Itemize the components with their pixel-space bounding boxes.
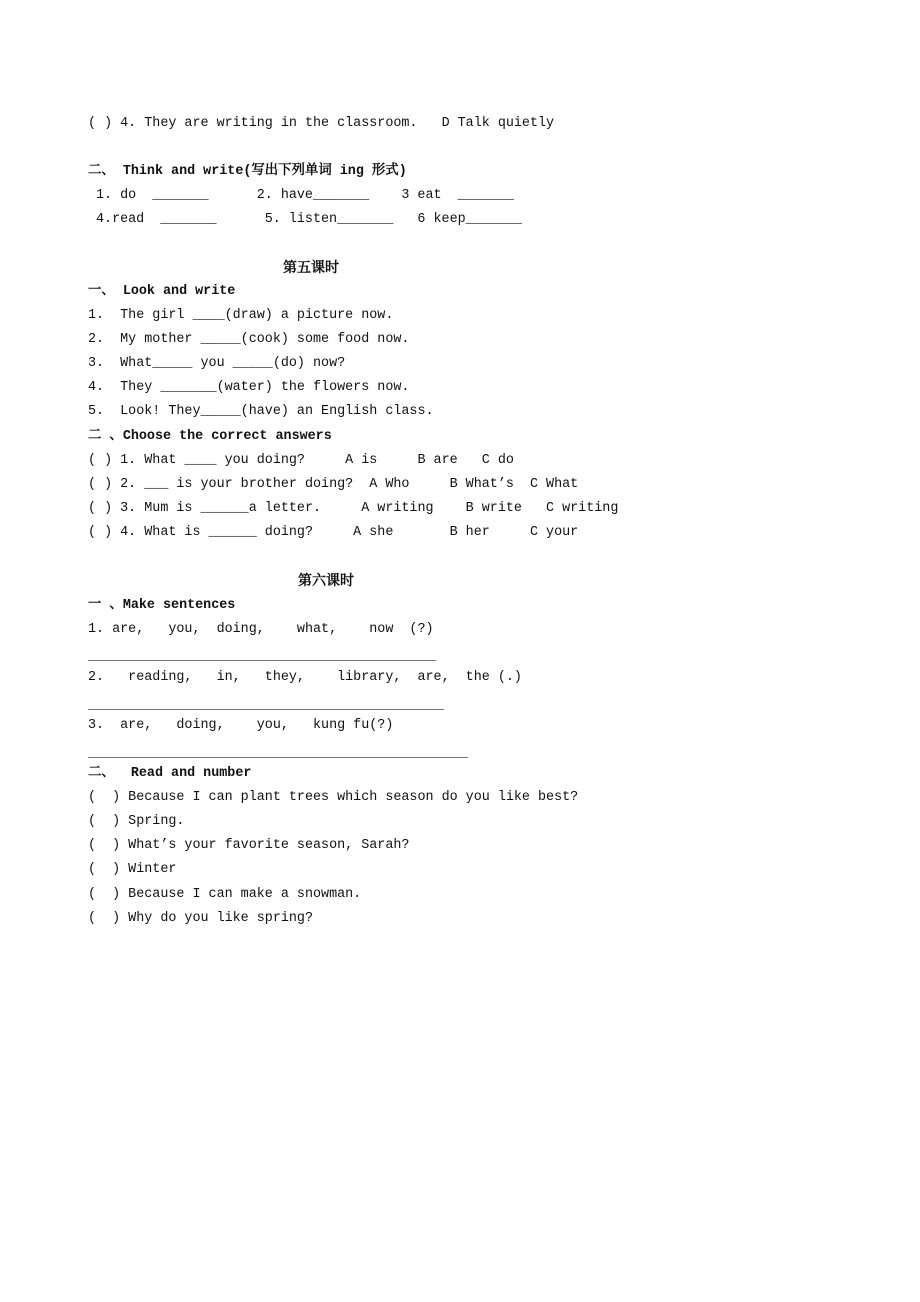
- make-item: 2. reading, in, they, library, are, the (.): [88, 670, 522, 685]
- read-item: ( ) Because I can plant trees which season do you like best?: [88, 790, 579, 805]
- look-item: 4. They _______(water) the flowers now.: [88, 380, 410, 395]
- choose-item: ( ) 3. Mum is ______a letter. A writing B write C writing: [88, 501, 619, 516]
- prev-question-4: ( ) 4. They are writing in the classroom. D Talk quietly: [88, 116, 555, 131]
- answer-line: [88, 757, 468, 758]
- look-item: 3. What_____ you _____(do) now?: [88, 356, 346, 371]
- think-row-2: 4.read _______ 5. listen_______ 6 keep_______: [96, 212, 522, 227]
- lesson5-title: 第五课时: [283, 260, 339, 276]
- answer-line: [88, 709, 444, 710]
- look-item: 1. The girl ____(draw) a picture now.: [88, 308, 394, 323]
- read-item: ( ) Why do you like spring?: [88, 911, 313, 926]
- read-item: ( ) Spring.: [88, 814, 185, 829]
- choose-heading: 二 、Choose the correct answers: [88, 429, 332, 444]
- read-item: ( ) Because I can make a snowman.: [88, 887, 362, 902]
- make-item: 3. are, doing, you, kung fu(?): [88, 718, 394, 733]
- think-heading: 二、 Think and write(写出下列单词 ing 形式): [88, 164, 407, 179]
- read-item: ( ) What’s your favorite season, Sarah?: [88, 838, 410, 853]
- read-heading: 二、 Read and number: [88, 766, 252, 781]
- answer-line: [88, 660, 436, 661]
- look-heading: 一、 Look and write: [88, 284, 236, 299]
- look-item: 2. My mother _____(cook) some food now.: [88, 332, 410, 347]
- make-item: 1. are, you, doing, what, now (?): [88, 622, 434, 637]
- choose-item: ( ) 4. What is ______ doing? A she B her C your: [88, 525, 579, 540]
- choose-item: ( ) 1. What ____ you doing? A is B are C do: [88, 453, 514, 468]
- lesson6-title: 第六课时: [298, 573, 354, 589]
- make-heading: 一 、Make sentences: [88, 598, 236, 613]
- choose-item: ( ) 2. ___ is your brother doing? A Who B What’s C What: [88, 477, 579, 492]
- read-item: ( ) Winter: [88, 862, 177, 877]
- look-item: 5. Look! They_____(have) an English class.: [88, 404, 434, 419]
- think-row-1: 1. do _______ 2. have_______ 3 eat _______: [96, 188, 514, 203]
